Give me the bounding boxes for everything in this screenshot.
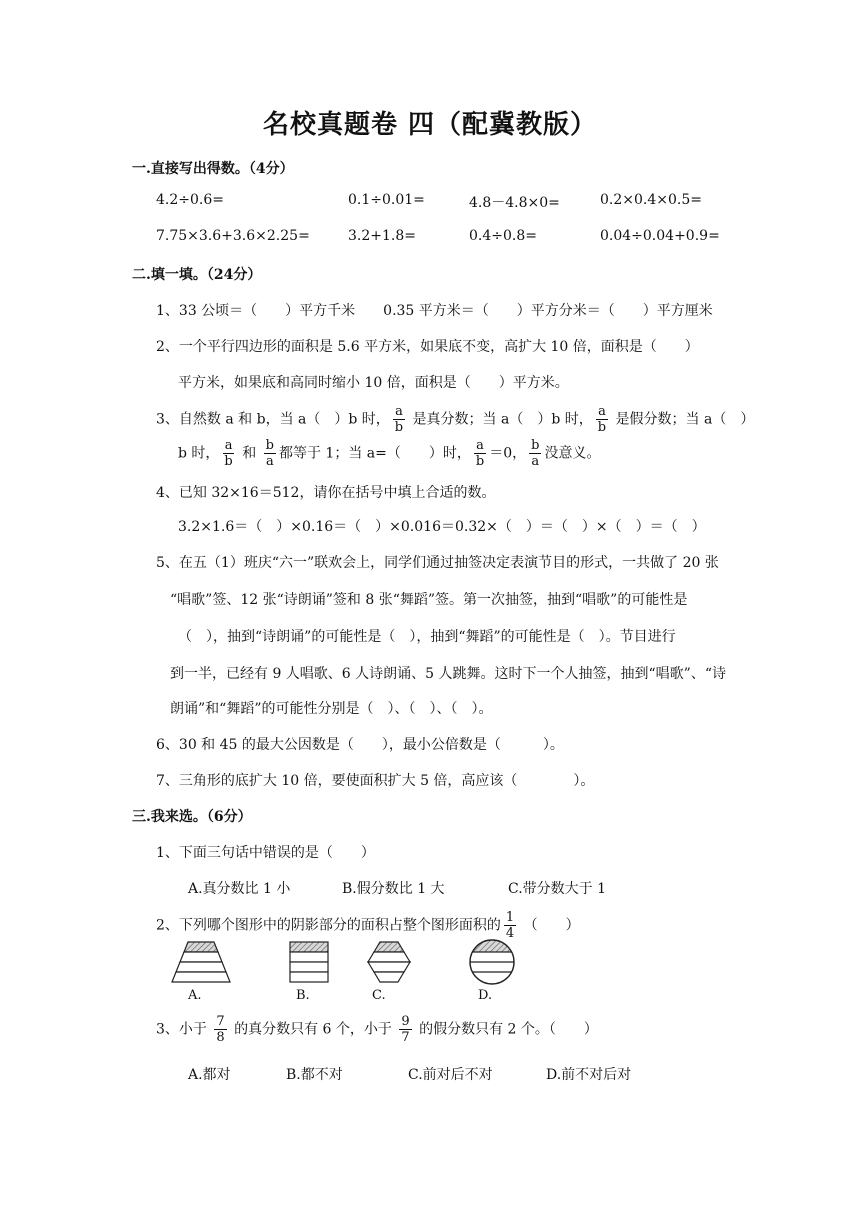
calc-item: 0.1÷0.01= [348, 192, 425, 208]
q3-text: 的假分数只有 2 个。（ ） [419, 1021, 598, 1038]
question-2-5-cont: 朗诵”和“舞蹈”的可能性分别是（ ）、（ ）、（ ）。 [170, 701, 493, 717]
question-2-3-cont [178, 438, 600, 469]
q3-text: 3、小于 [156, 1021, 207, 1038]
question-2-2-cont: 平方米，如果底和高同时缩小 10 倍，面积是（ ）平方米。 [178, 375, 569, 391]
section-3-heading: 三.我来选。（6分） [132, 809, 252, 825]
page-title: 名校真题卷 四（配冀教版） [262, 110, 598, 140]
question-2-1: 1、33 公顷＝（ ）平方千米 0.35 平方米＝（ ）平方分米＝（ ）平方厘米 [156, 303, 713, 319]
figure-label-c: C. [372, 988, 386, 1003]
figure-b-rectangle [290, 942, 328, 982]
q3-text: 的真分数只有 6 个，小于 [234, 1021, 392, 1038]
question-2-5-cont: 到一半，已经有 9 人唱歌、6 人诗朗诵、5 人跳舞。这时下一个人抽签，抽到“唱歌”、“诗 [170, 666, 726, 682]
option-c: C.带分数大于 1 [508, 881, 607, 897]
calc-item: 3.2+1.8= [348, 228, 416, 244]
figure-label-d: D. [478, 988, 493, 1003]
figure-c-hexagon [368, 942, 410, 982]
q3-text: 是假分数；当 a（ ） [611, 411, 755, 428]
fraction-a-over-b: $\frac{a}{b}$ [475, 438, 485, 469]
question-2-6: 6、30 和 45 的最大公因数是（ ），最小公倍数是（ ）。 [156, 737, 564, 753]
question-2-2: 2、一个平行四边形的面积是 5.6 平方米，如果底不变，高扩大 10 倍，面积是（ ） [156, 339, 699, 355]
q3-text: ＝0， [489, 445, 527, 462]
option-d: D.前不对后对 [546, 1067, 632, 1083]
question-2-5: 5、在五（1）班庆“六一”联欢会上，同学们通过抽签决定表演节目的形式，一共做了 20 张 [156, 555, 719, 571]
question-2-4: 4、已知 32×16＝512，请你在括号中填上合适的数。 [156, 485, 496, 501]
question-2-3 [156, 404, 754, 435]
option-c: C.前对后不对 [408, 1067, 493, 1083]
q3-text: 和 [242, 445, 257, 462]
calc-item: 4.8－4.8×0= [469, 195, 560, 211]
q3-text: b 时， [178, 445, 220, 462]
calc-item: 0.2×0.4×0.5= [600, 192, 702, 208]
question-2-7: 7、三角形的底扩大 10 倍，要使面积扩大 5 倍，高应该（ ）。 [156, 773, 595, 789]
q3-text: 没意义。 [544, 445, 601, 462]
question-3-2 [156, 910, 580, 941]
option-b: B.都不对 [286, 1067, 343, 1083]
figure-a-trapezoid [172, 942, 230, 982]
figure-d-circle [468, 940, 516, 984]
section-1-heading: 一.直接写出得数。（4分） [132, 161, 294, 177]
shaded-figures [170, 938, 530, 986]
fraction-a-over-b: $\frac{a}{b}$ [224, 438, 233, 469]
calc-item: 7.75×3.6+3.6×2.25= [156, 228, 310, 244]
question-3-3 [156, 1014, 598, 1045]
fraction-b-over-a: $\frac{b}{a}$ [265, 438, 274, 469]
option-b: B.假分数比 1 大 [342, 881, 445, 897]
option-a: A.都对 [188, 1067, 231, 1083]
question-2-5-cont: “唱歌”签、12 张“诗朗诵”签和 8 张“舞蹈”签。第一次抽签，抽到“唱歌”的可能性是 [170, 592, 688, 608]
calc-item: 0.4÷0.8= [469, 228, 537, 244]
fraction-seven-eighths: $\frac{7}{8}$ [216, 1014, 225, 1045]
q3-text: 3、自然数 a 和 b，当 a（ ）b 时， [156, 411, 390, 428]
figure-label-b: B. [296, 988, 310, 1003]
question-2-4-cont: 3.2×1.6＝（ ）×0.16＝（ ）×0.016＝0.32×（ ）＝（ ）×（ ）＝（ ） [178, 519, 706, 535]
q2-text: （ ） [523, 917, 580, 934]
section-2-heading: 二.填一填。（24分） [132, 267, 262, 283]
question-2-5-cont: （ ），抽到“诗朗诵”的可能性是（ ），抽到“舞蹈”的可能性是（ ）。节目进行 [178, 629, 676, 645]
calc-item: 4.2÷0.6= [156, 192, 224, 208]
fraction-b-over-a: $\frac{b}{a}$ [531, 438, 540, 469]
fraction-nine-sevenths: $\frac{9}{7}$ [401, 1014, 410, 1045]
q3-text: 是真分数；当 a（ ）b 时， [408, 411, 593, 428]
option-a: A.真分数比 1 小 [188, 881, 291, 897]
fraction-one-quarter: $\frac{1}{4}$ [505, 910, 515, 941]
question-3-1: 1、下面三句话中错误的是（ ） [156, 845, 375, 861]
fraction-a-over-b: $\frac{a}{b}$ [394, 404, 404, 435]
fraction-a-over-b: $\frac{a}{b}$ [597, 404, 607, 435]
calc-item: 0.04÷0.04+0.9= [600, 228, 720, 244]
figure-label-a: A. [188, 988, 202, 1003]
q2-text: 2、下列哪个图形中的阴影部分的面积占整个图形面积的 [156, 917, 501, 934]
q3-text: 都等于 1；当 a=（ ）时， [278, 445, 471, 462]
